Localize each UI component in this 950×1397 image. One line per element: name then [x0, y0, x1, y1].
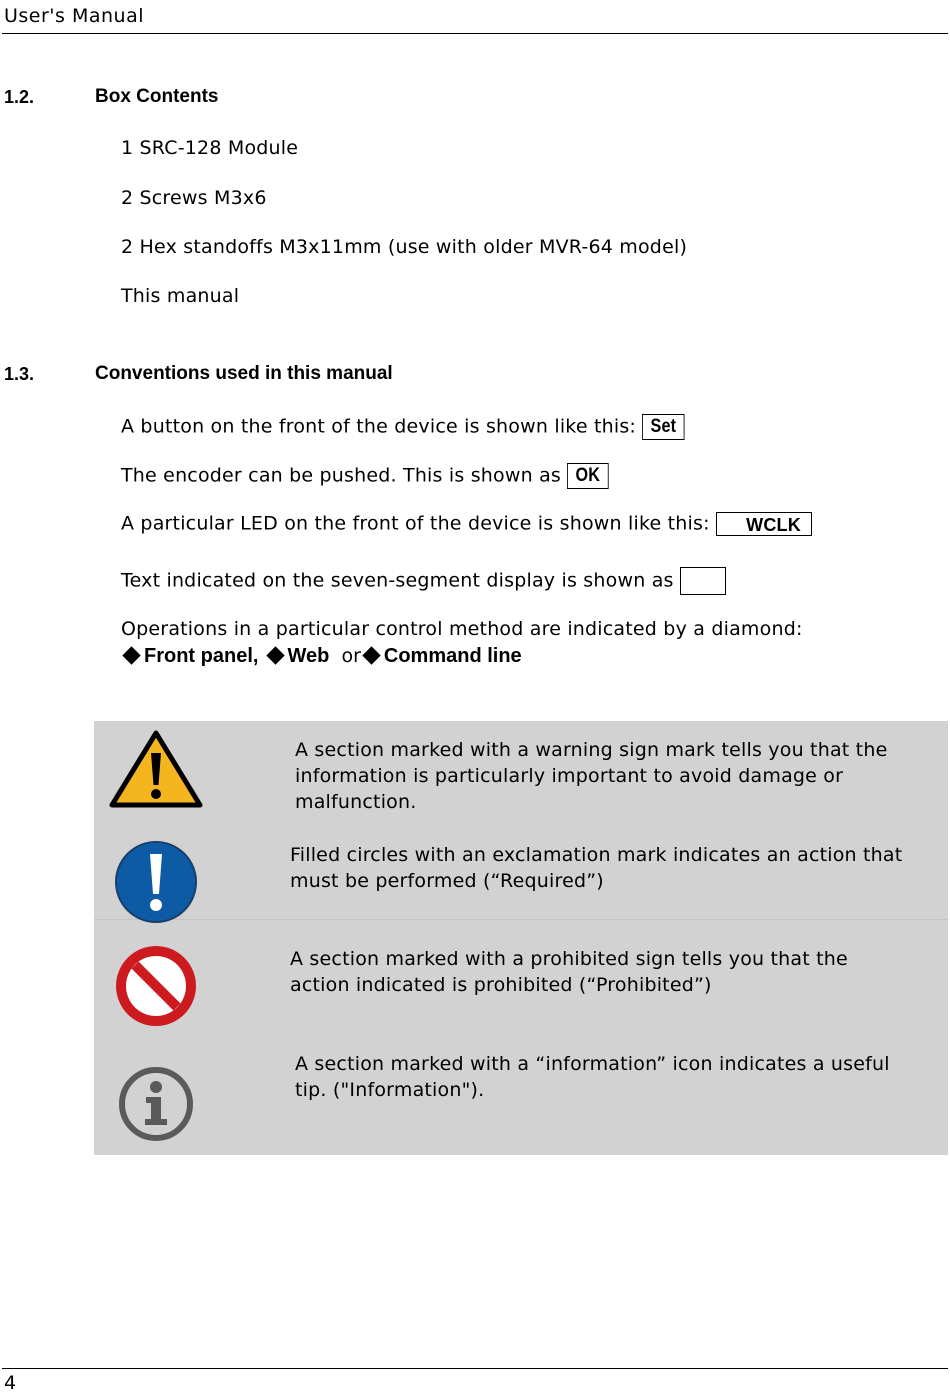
convention-encoder-line	[121, 463, 616, 489]
box-item-4: This manual	[121, 285, 240, 307]
set-button-example: Set	[642, 414, 685, 440]
section-title-conventions: Conventions used in this manual	[95, 363, 393, 384]
operations-line: Operations in a particular control method are indicated by a diamond:	[121, 618, 803, 640]
ok-encoder-example: OK	[567, 463, 609, 489]
seven-segment-example-box	[680, 567, 726, 595]
box-item-3: 2 Hex standoffs M3x11mm (use with older MVR-64 model)	[121, 236, 688, 258]
note-warning: A section marked with a warning sign mark tells you that the information is particularly important to avoid damage or malfunction.	[295, 739, 888, 813]
convention-button-line	[121, 414, 692, 440]
operations-methods	[121, 645, 522, 668]
note-prohibited: A section marked with a prohibited sign tells you that the action indicated is prohibited (“Prohibited”)	[290, 948, 848, 996]
convention-led-line	[121, 512, 812, 536]
warning-triangle-icon	[108, 729, 204, 809]
convention-led-text: A particular LED on the front of the device is shown like this:	[121, 512, 716, 535]
section-title-box-contents: Box Contents	[95, 86, 219, 107]
section-number-1-2: 1.2.	[4, 87, 35, 107]
convention-segment-line	[121, 567, 726, 595]
header-rule	[2, 33, 948, 34]
op-or: or	[341, 645, 361, 667]
panel-separator	[94, 919, 948, 920]
information-icon	[117, 1065, 195, 1143]
note-required: Filled circles with an exclamation mark indicates an action that must be performed (“Required”)	[290, 844, 903, 892]
op-command-line: Command line	[383, 645, 522, 667]
wclk-led-example: WCLK	[716, 512, 812, 536]
op-web: Web	[287, 645, 330, 667]
box-item-1: 1 SRC-128 Module	[121, 137, 299, 159]
note-information: A section marked with a “information” icon indicates a useful tip. ("Information").	[295, 1053, 890, 1101]
diamond-icon	[122, 646, 140, 664]
box-item-2: 2 Screws M3x6	[121, 187, 267, 209]
convention-segment-text: Text indicated on the seven-segment display is shown as	[121, 569, 680, 592]
convention-encoder-text: The encoder can be pushed. This is shown as	[121, 464, 568, 487]
convention-button-text: A button on the front of the device is shown like this:	[121, 415, 643, 438]
running-header: User's Manual	[4, 5, 145, 27]
page-number: 4	[4, 1372, 17, 1394]
diamond-icon	[362, 646, 380, 664]
footer-rule	[2, 1368, 948, 1369]
prohibited-sign-icon	[114, 944, 198, 1028]
op-front-panel: Front panel,	[144, 645, 259, 667]
section-number-1-3: 1.3.	[4, 364, 35, 384]
required-exclamation-icon	[114, 840, 198, 924]
diamond-icon	[266, 646, 284, 664]
